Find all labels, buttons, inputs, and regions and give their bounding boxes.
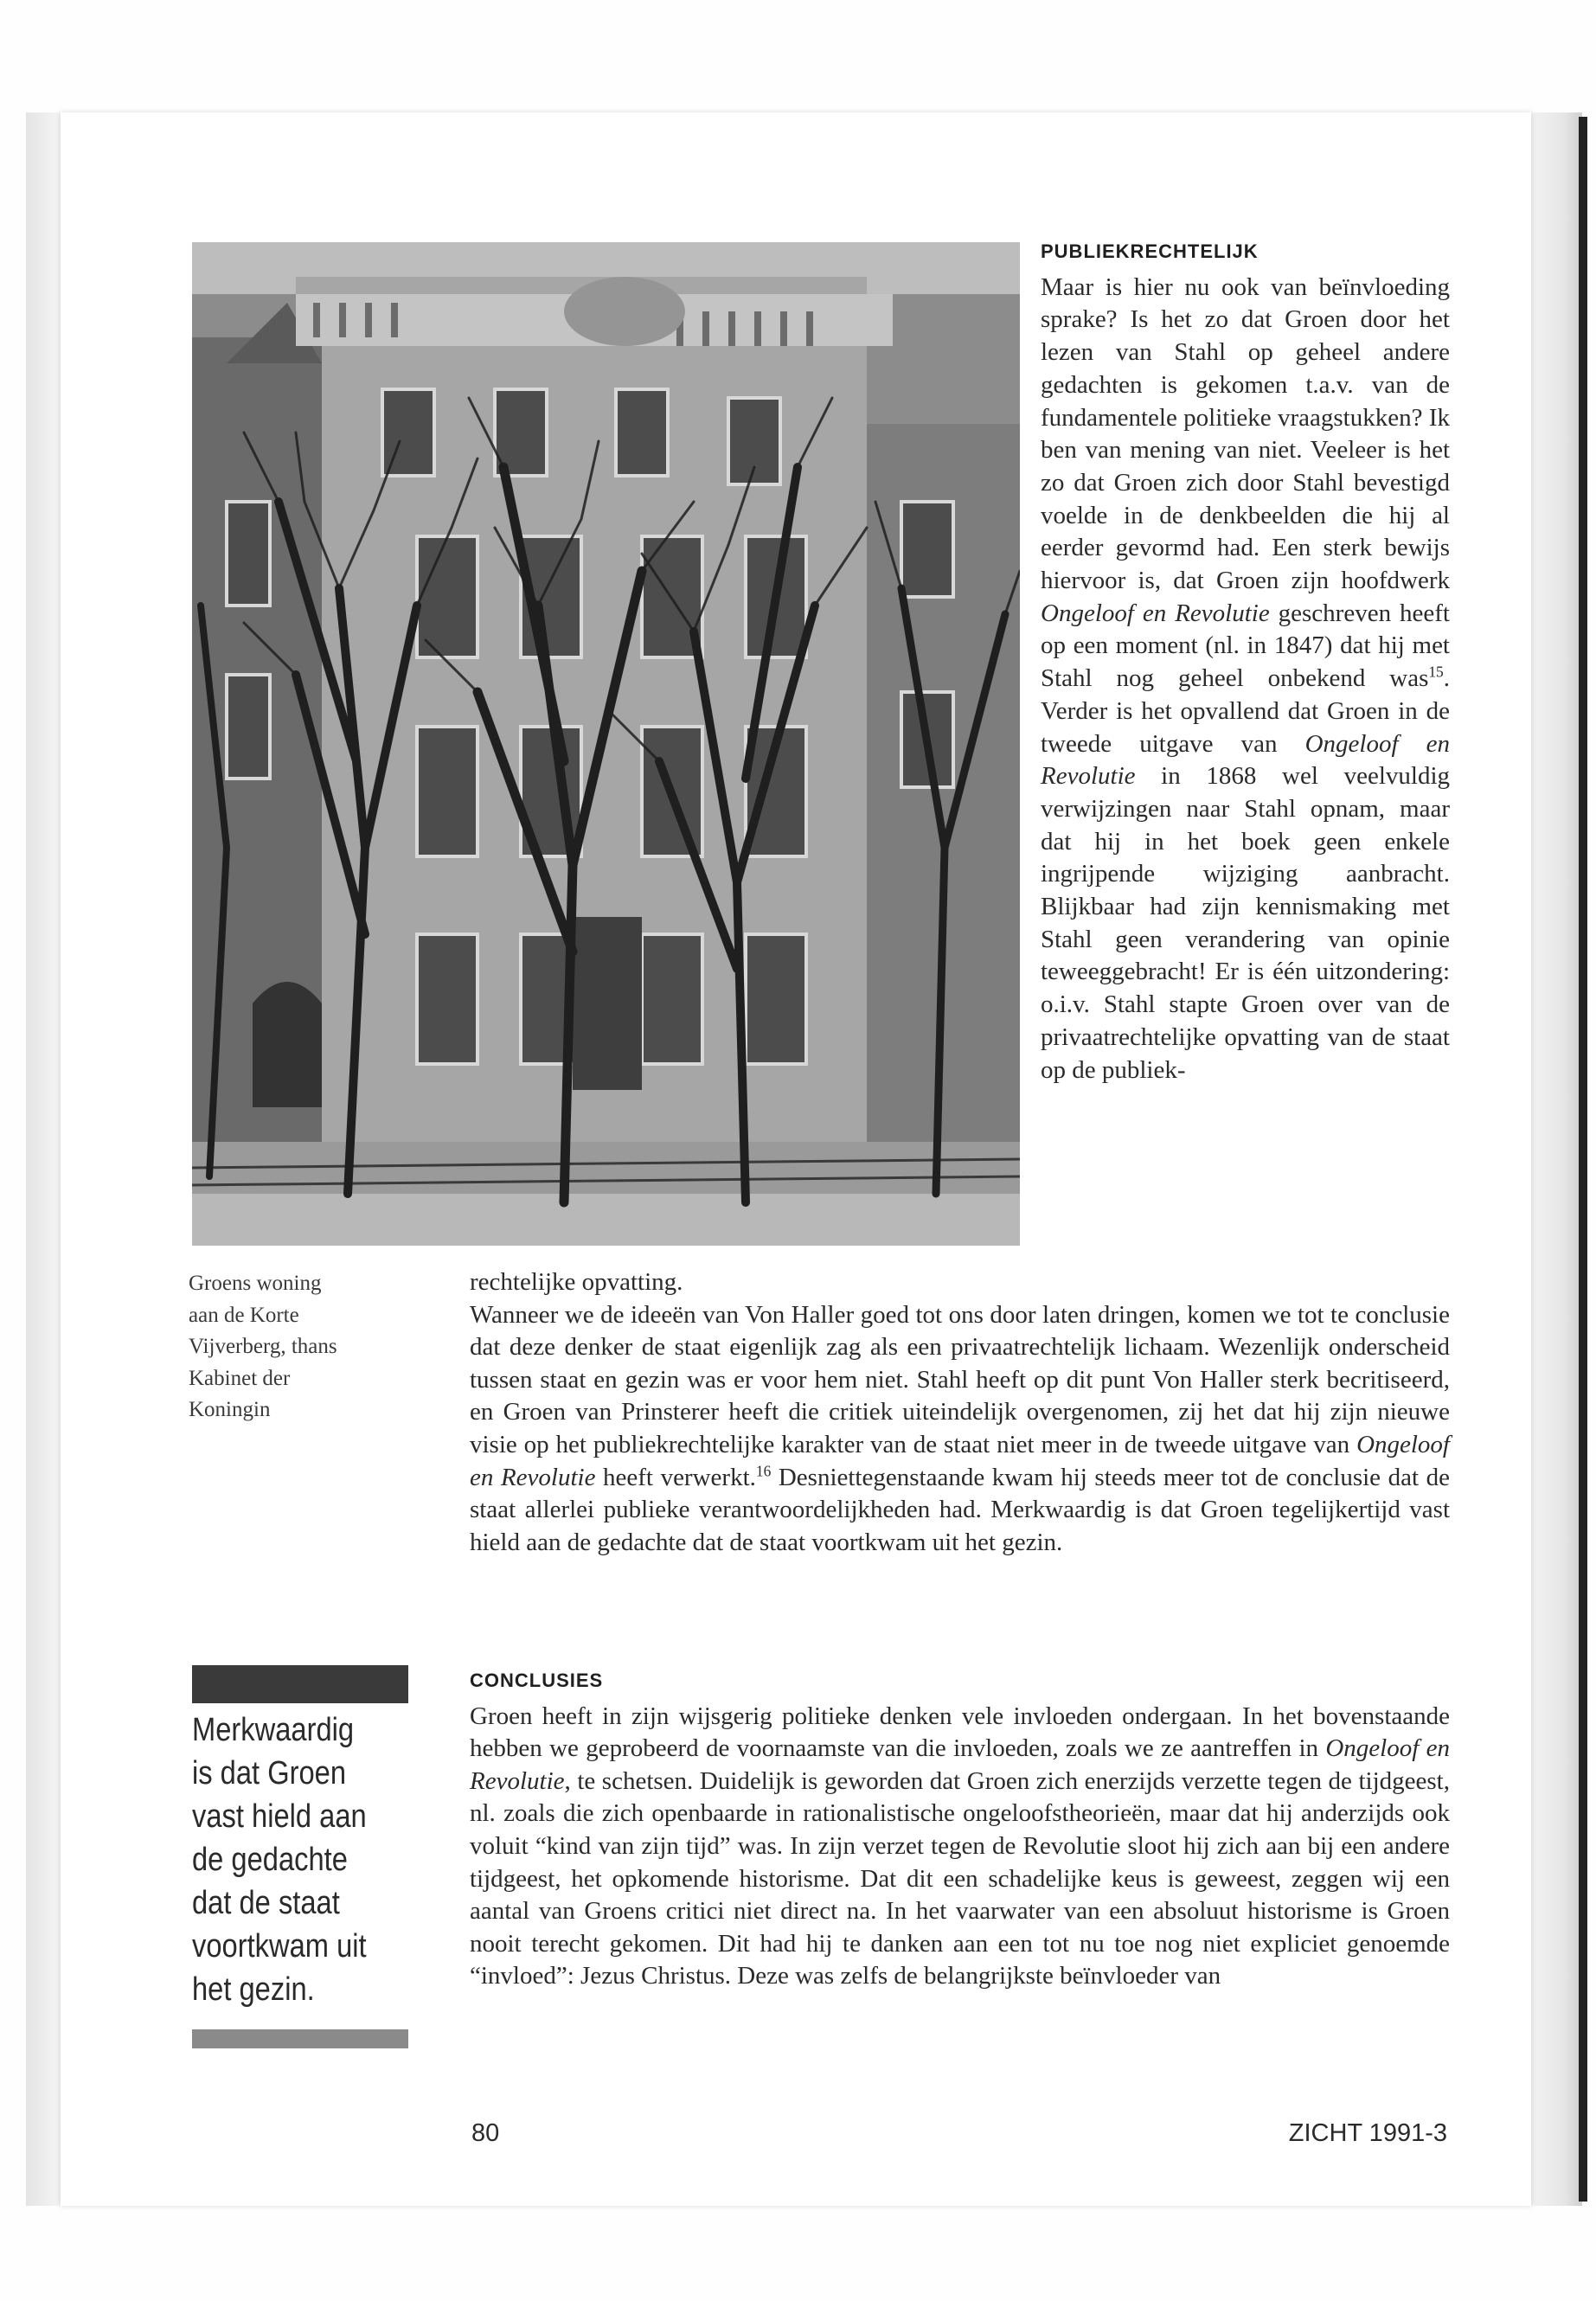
pull-quote-line: vast hield aan (192, 1798, 367, 1835)
photo-caption (189, 1268, 379, 1426)
text-run: geschreven heeft op een moment (nl. in 1847) dat hij met Stahl nog geheel onbekend was (1041, 599, 1450, 693)
book-title: Ongeloof en Revolutie (1041, 599, 1270, 627)
pull-quote-line: de gedachte (192, 1842, 348, 1878)
book-title: Ongeloof en Revolutie (470, 1430, 1450, 1491)
article-body-continuation (470, 1266, 1450, 1559)
pull-quote (192, 1708, 417, 2011)
pull-quote-line: is dat Groen (192, 1755, 347, 1791)
book-title: Ongeloof en Revolutie (1041, 729, 1450, 791)
building-photo (192, 242, 1020, 1246)
pull-quote-bottom-bar (192, 2029, 408, 2048)
caption-line: Kabinet der (189, 1366, 291, 1390)
paragraph-publiekrechtelijk (1041, 272, 1450, 1087)
text-run: Maar is hier nu ook van beïnvloeding sprake? Is het zo dat Groen door het lezen van Stahl op geheel andere gedachten is gekomen t.a.v. van de fundamentele politieke vraagstukken? Ik ben van mening van niet. Veeleer is het zo dat Groen zich door Stahl bevestigd voelde in de denkbeelden die hij al eerder gevormd had. Een sterk bewijs hiervoor is, dat Groen zijn hoofdwerk (1041, 272, 1450, 595)
section-conclusies (470, 1664, 1450, 1993)
pull-quote-top-bar (192, 1665, 408, 1703)
caption-line: Vijverberg, thans (189, 1335, 337, 1358)
text-run: heeft verwerkt. (595, 1463, 756, 1491)
text-run: rechtelijke opvatting. (470, 1268, 683, 1296)
paragraph-continuation (470, 1266, 1450, 1299)
pull-quote-line: Merkwaardig (192, 1712, 355, 1748)
page-number: 80 (471, 2119, 500, 2147)
article-column-right (1041, 235, 1450, 1086)
text-run: . Verder is het opvallend dat Groen in de tweede uitgave van (1041, 664, 1450, 758)
text-run: Groen heeft in zijn wijsgerig politieke denken vele invloeden ondergaan. In het bovenstaande hebben we geprobeerd de voornaamste van die invloeden, zoals we ze aantreffen in (470, 1702, 1450, 1763)
paragraph-von-haller (470, 1299, 1450, 1560)
text-run: in 1868 wel veelvuldig verwijzingen naar Stahl opnam, maar dat hij in het boek geen enkele ingrijpende wijziging aanbracht. Blijkbaar had zijn kennismaking met Stahl geen verandering van opinie teweeggebracht! Er is één uitzondering: o.i.v. Stahl stapte Groen over van de privaatrechtelijke opvatting van de staat op de publiek- (1041, 762, 1450, 1084)
footnote-ref-15: 15 (1428, 663, 1444, 681)
pull-quote-line: het gezin. (192, 1971, 315, 2008)
section-heading-conclusies: CONCLUSIES (470, 1670, 604, 1691)
text-run: Desniettegenstaande kwam hij steeds meer tot de conclusie dat de staat allerlei publieke verantwoordelijkheden had. Merkwaardig is dat Groen tegelijkertijd vast hield aan de gedachte dat de staat voortkwam uit het gezin. (470, 1463, 1450, 1556)
section-heading-publiekrechtelijk: PUBLIEKRECHTELIJK (1041, 240, 1259, 262)
text-run: Wanneer we de ideeën van Von Haller goed tot ons door laten dringen, komen we tot te conclusie dat deze denker de staat eigenlijk zag als een privaatrechtelijk lichaam. Wezenlijk onderscheid tussen staat en gezin was er voor hem niet. Stahl heeft op dit punt Von Haller sterk becritiseerd, en Groen van Prinsterer heeft die critiek uiteindelijk overgenomen, zij het dat hij zijn nieuwe visie op het publiekrechtelijke karakter van de staat niet meer in de tweede uitgave van (470, 1300, 1450, 1458)
book-title: Ongeloof en Revolutie (470, 1734, 1450, 1795)
book-spine-edge (1579, 117, 1587, 2202)
paragraph-conclusies (470, 1701, 1450, 1993)
caption-line: Groens woning (189, 1272, 322, 1295)
pull-quote-line: dat de staat (192, 1885, 340, 1921)
pull-quote-line: voortkwam uit (192, 1928, 367, 1965)
caption-line: Koningin (189, 1398, 271, 1421)
journal-issue: ZICHT 1991-3 (1288, 2119, 1447, 2147)
footnote-ref-16: 16 (755, 1461, 772, 1479)
text-run: , te schetsen. Duidelijk is geworden dat Groen zich enerzijds verzette tegen de tijdgeest, nl. zoals die zich openbaarde in rationalistische ongeloofstheorieën, maar dat hij anderzijds ook voluit “kind van zijn tijd” was. In zijn verzet tegen de Revolutie sloot hij zich aan bij een andere tijdgeest, het opkomende historisme. Dat dit een schadelijke keus is geweest, zeggen wij een aantal van Groens critici niet direct na. In het vaarwater van een absoluut historisme is Groen nooit terecht gekomen. Dit had hij te danken aan een tot nu toe nog niet expliciet genoemde “invloed”: Jezus Christus. Deze was zelfs de belangrijkste beïnvloeder van (470, 1766, 1450, 1990)
caption-line: aan de Korte (189, 1303, 299, 1327)
